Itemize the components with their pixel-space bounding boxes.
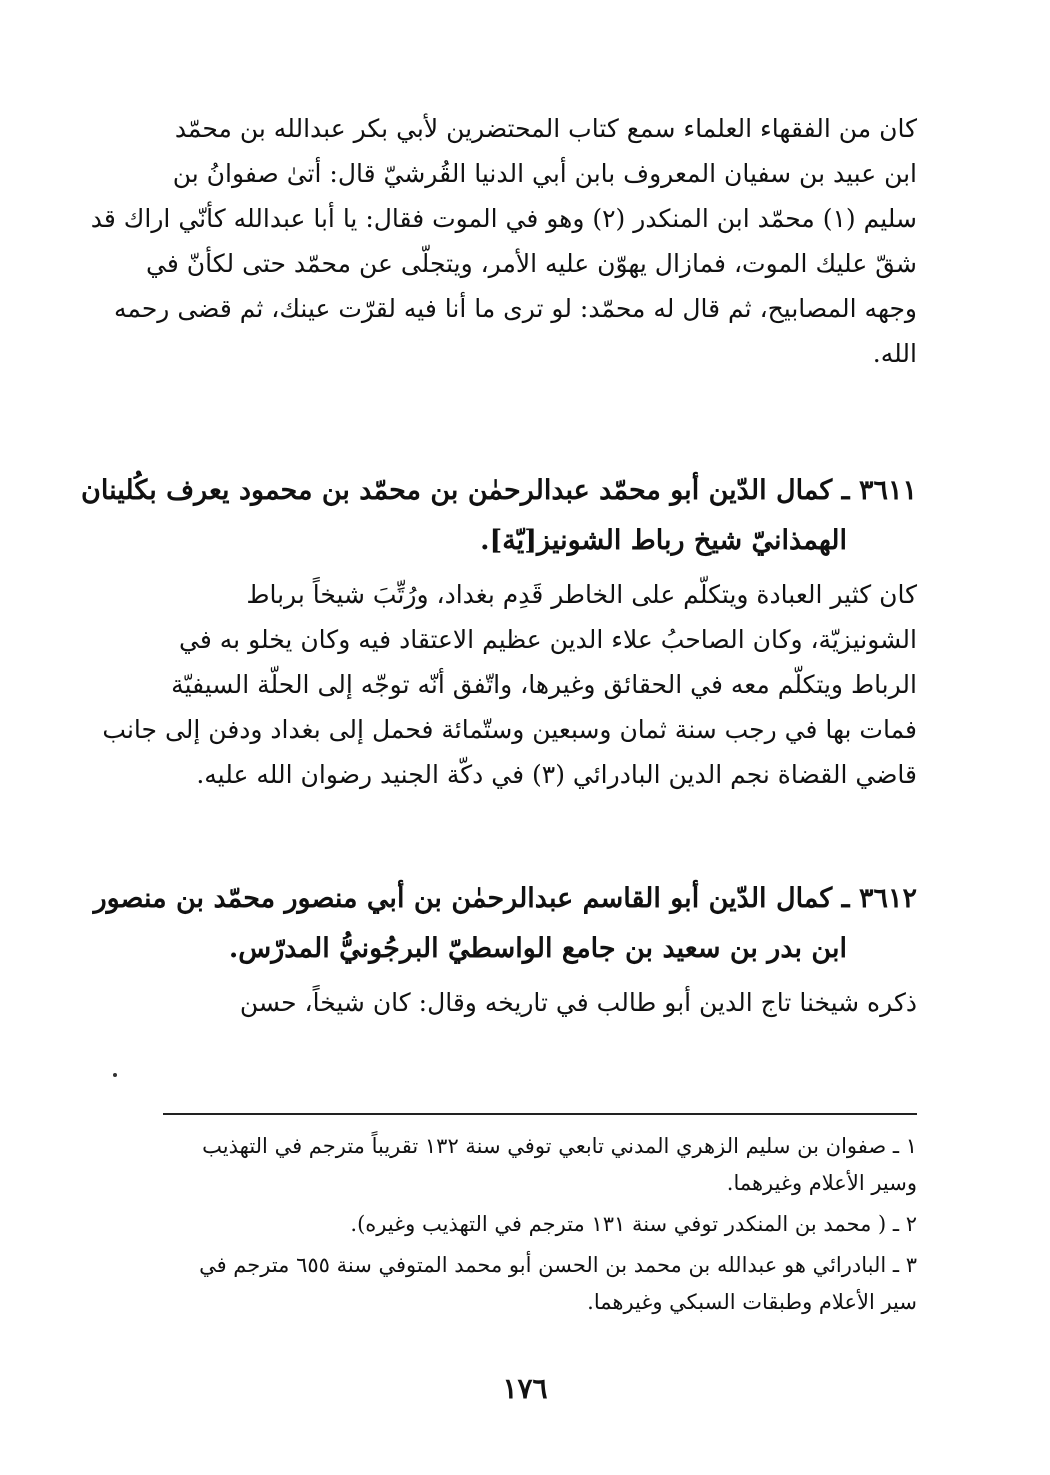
entry-3612-body [163,980,917,1025]
footnote-line: سير الأعلام وطبقات السبكي وغيرهما. [587,1290,917,1314]
text-line: الشونيزيّة، وكان الصاحبُ علاء الدين عظيم الاعتقاد فيه وكان يخلو به في [179,625,917,654]
text-line: فمات بها في رجب سنة ثمان وسبعين وستّمائة فحمل إلى بغداد ودفن إلى جانب [102,715,917,744]
text-line: كان كثير العبادة ويتكلّم على الخاطر قَدِم بغداد، ورُتِّبَ شيخاً برباط [246,580,917,609]
heading-line: ٣٦١٢ ـ كمال الدّين أبو القاسم عبدالرحمٰن بن أبي منصور محمّد بن منصور [93,883,917,914]
text-line: الرباط ويتكلّم معه في الحقائق وغيرها، واتّفق أنّه توجّه إلى الحلّة السيفيّة [171,670,917,699]
page-number: ١٧٦ [502,1372,548,1405]
text-line: سليم (١) محمّد ابن المنكدر (٢) وهو في الموت فقال: يا أبا عبدالله كأنّي اراك قد [90,204,917,233]
text-line: ذكره شيخنا تاج الدين أبو طالب في تاريخه وقال: كان شيخاً، حسن [239,988,917,1017]
text-line: شقّ عليك الموت، فمازال يهوّن عليه الأمر، ويتجلّى عن محمّد حتى لكأنّ في [146,249,917,278]
heading-line: الهمذانيّ شيخ رباط الشونيز[يّة]. [480,525,847,556]
entry-3611-heading [81,466,917,566]
footnote-line: ٢ ـ ( محمد بن المنكدر توفي سنة ١٣١ مترجم في التهذيب وغيره). [350,1212,917,1236]
entry-3611-body [102,572,917,797]
footnote-line: وسير الأعلام وغيرهما. [726,1171,917,1195]
text-line: الله. [872,339,917,368]
intro-paragraph [90,106,917,376]
stray-mark [113,1073,117,1077]
text-line: وجهه المصابيح، ثم قال له محمّد: لو ترى ما أنا فيه لقرّت عينك، ثم قضى رحمه [113,294,917,323]
footnote-line: ١ ـ صفوان بن سليم الزهري المدني تابعي توفي سنة ١٣٢ تقريباً مترجم في التهذيب [202,1134,917,1158]
heading-line: ٣٦١١ ـ كمال الدّين أبو محمّد عبدالرحمٰن بن محمّد بن محمود يعرف بكُلينان [81,475,917,506]
text-line: قاضي القضاة نجم الدين البادرائي (٣) في دكّة الجنيد رضوان الله عليه. [196,760,917,789]
entry-3612-heading [93,874,917,974]
text-line: ابن عبيد بن سفيان المعروف بابن أبي الدنيا القُرشيّ قال: أتىٰ صفوانُ بن [172,159,917,188]
footnote-line: ٣ ـ البادرائي هو عبدالله بن محمد بن الحسن أبو محمد المتوفي سنة ٦٥٥ مترجم في [199,1253,917,1277]
footnotes [163,1128,917,1321]
footnote-rule [163,1113,917,1115]
heading-line: ابن بدر بن سعيد بن جامع الواسطيّ البرجُونيُّ المدرّس. [228,933,847,964]
text-line: كان من الفقهاء العلماء سمع كتاب المحتضرين لأبي بكر عبدالله بن محمّد [174,114,917,143]
